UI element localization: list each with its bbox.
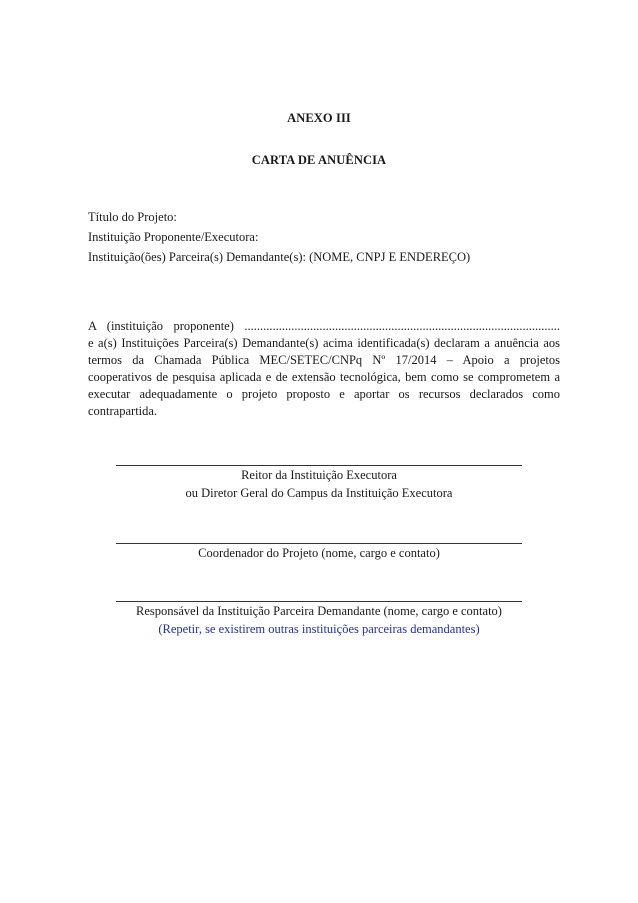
director-label: ou Diretor Geral do Campus da Instituição Executora <box>185 486 453 500</box>
partner-repeat-note: (Repetir, se existirem outras instituições parceiras demandantes) <box>158 622 480 636</box>
coordinator-label: Coordenador do Projeto (nome, cargo e contato) <box>198 546 440 560</box>
paragraph-line: cooperativos de pesquisa aplicada e de extensão tecnológica, bem como se comprometem a <box>88 370 560 384</box>
project-fields <box>88 207 568 267</box>
proponent-institution-field: Instituição Proponente/Executora: <box>88 230 259 244</box>
partner-label: Responsável da Instituição Parceira Demandante (nome, cargo e contato) <box>136 604 502 618</box>
paragraph-line: contrapartida. <box>88 404 158 418</box>
partner-institutions-field: Instituição(ões) Parceira(s) Demandante(s): (NOME, CNPJ E ENDEREÇO) <box>88 250 471 264</box>
rector-signature-block <box>0 465 638 502</box>
coordinator-signature-block <box>0 543 638 562</box>
letter-title: CARTA DE ANUÊNCIA <box>251 153 387 167</box>
paragraph-line: termos da Chamada Pública MEC/SETEC/CNPq Nº 17/2014 – Apoio a projetos <box>88 353 560 367</box>
project-title-field: Título do Projeto: <box>88 210 177 224</box>
partner-signature-block <box>0 601 638 638</box>
annex-heading: ANEXO III <box>287 111 351 125</box>
paragraph-line: executar adequadamente o projeto proposto e aportar os recursos declarados como <box>88 387 560 401</box>
rector-label: Reitor da Instituição Executora <box>241 468 397 482</box>
paragraph-line: e a(s) Instituições Parceira(s) Demandante(s) acima identificada(s) declaram a anuência aos <box>88 336 560 350</box>
consent-paragraph <box>88 318 560 420</box>
paragraph-line: A (instituição proponente) ..................................................................................................... <box>88 319 560 333</box>
